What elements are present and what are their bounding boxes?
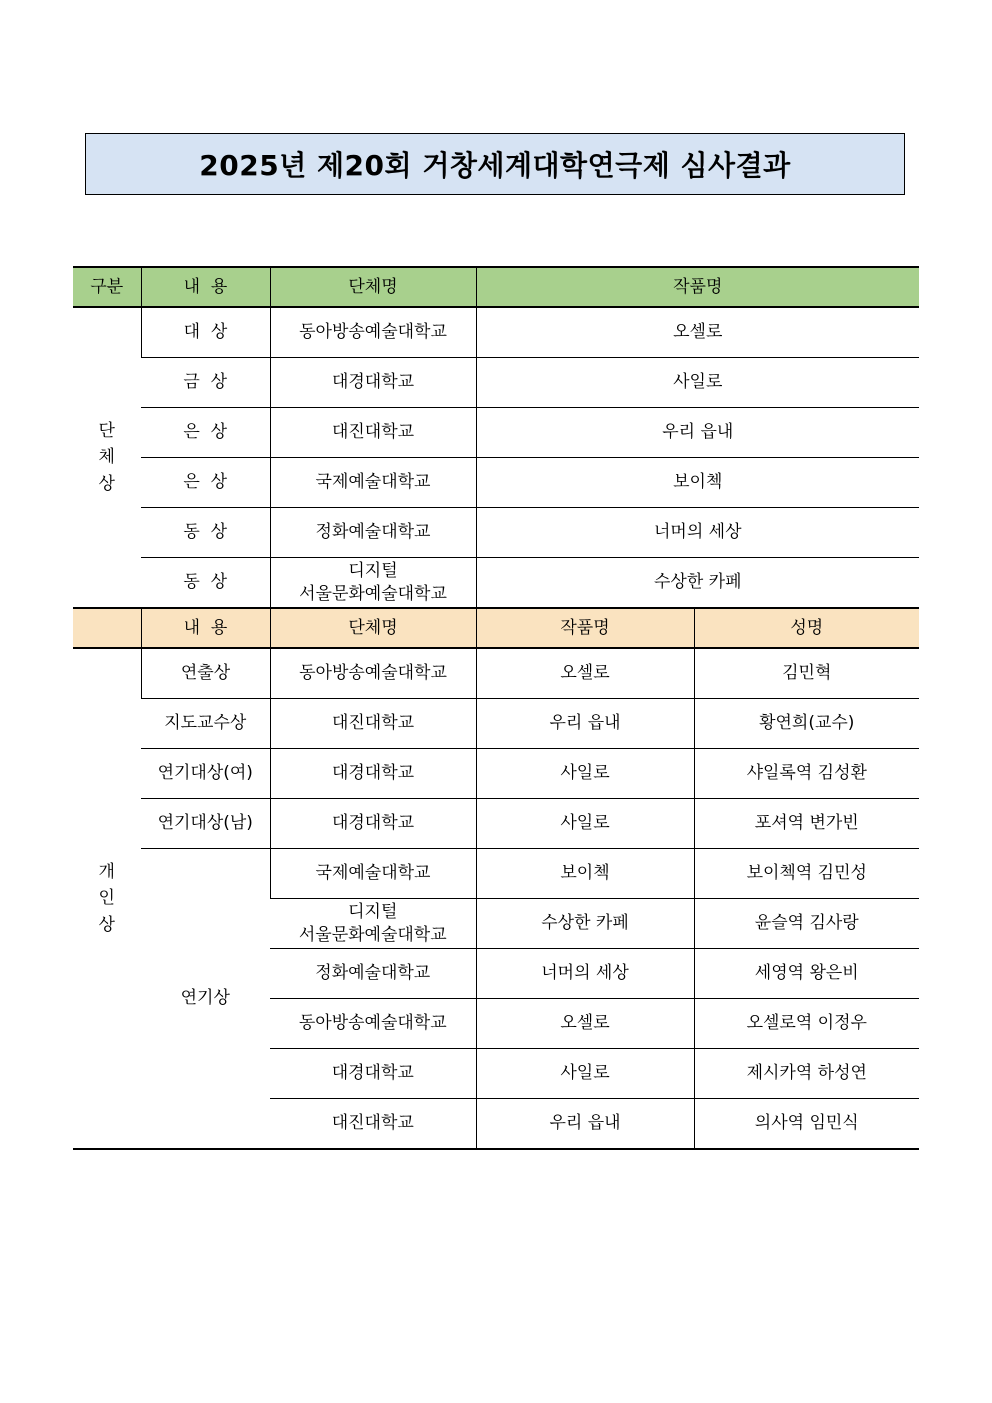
acting-award-cell: 연기상 — [141, 849, 270, 1150]
name-cell: 제시카역 하성연 — [694, 1049, 919, 1099]
award-cell: 동 상 — [141, 558, 270, 609]
table-row — [73, 508, 919, 558]
name-cell: 샤일록역 김성환 — [694, 749, 919, 799]
work-cell: 사일로 — [476, 358, 919, 408]
header-group: 단체명 — [270, 608, 476, 648]
group-cell: 디지털 서울문화예술대학교 — [270, 899, 476, 949]
work-cell: 우리 읍내 — [476, 699, 694, 749]
group-cell: 정화예술대학교 — [270, 508, 476, 558]
header-category: 구분 — [73, 267, 141, 307]
award-cell: 은 상 — [141, 408, 270, 458]
table-row — [73, 358, 919, 408]
name-cell: 세영역 왕은비 — [694, 949, 919, 999]
results-table — [73, 266, 919, 1150]
work-cell: 우리 읍내 — [476, 408, 919, 458]
work-cell: 너머의 세상 — [476, 508, 919, 558]
work-cell: 사일로 — [476, 799, 694, 849]
table-row — [73, 749, 919, 799]
name-cell: 보이첵역 김민성 — [694, 849, 919, 899]
work-cell: 너머의 세상 — [476, 949, 694, 999]
award-cell: 대 상 — [141, 307, 270, 358]
name-cell: 의사역 임민식 — [694, 1099, 919, 1150]
header-group: 단체명 — [270, 267, 476, 307]
work-cell: 수상한 카페 — [476, 558, 919, 609]
work-cell: 사일로 — [476, 749, 694, 799]
page-title: 2025년 제20회 거창세계대학연극제 심사결과 — [85, 133, 905, 195]
header-content: 내 용 — [141, 267, 270, 307]
work-cell: 오셀로 — [476, 999, 694, 1049]
award-cell: 지도교수상 — [141, 699, 270, 749]
name-cell: 오셀로역 이정우 — [694, 999, 919, 1049]
header-content: 내 용 — [141, 608, 270, 648]
award-cell: 연기대상(남) — [141, 799, 270, 849]
header-work: 작품명 — [476, 267, 919, 307]
table-row — [73, 558, 919, 609]
table-row — [73, 307, 919, 358]
table-row — [73, 648, 919, 699]
work-cell: 오셀로 — [476, 648, 694, 699]
table-row — [73, 408, 919, 458]
work-cell: 수상한 카페 — [476, 899, 694, 949]
group-cell: 정화예술대학교 — [270, 949, 476, 999]
award-cell: 은 상 — [141, 458, 270, 508]
group-cell: 동아방송예술대학교 — [270, 307, 476, 358]
header-work: 작품명 — [476, 608, 694, 648]
header-name: 성명 — [694, 608, 919, 648]
table-row — [73, 699, 919, 749]
work-cell: 오셀로 — [476, 307, 919, 358]
name-cell: 김민혁 — [694, 648, 919, 699]
work-cell: 우리 읍내 — [476, 1099, 694, 1150]
header-category — [73, 608, 141, 648]
group-cell: 대경대학교 — [270, 358, 476, 408]
group-cell: 디지털 서울문화예술대학교 — [270, 558, 476, 609]
individual-award-label: 개 인 상 — [73, 648, 141, 1149]
name-cell: 황연희(교수) — [694, 699, 919, 749]
group-award-label: 단 체 상 — [73, 307, 141, 608]
award-cell: 연출상 — [141, 648, 270, 699]
name-cell: 포셔역 변가빈 — [694, 799, 919, 849]
group-cell: 동아방송예술대학교 — [270, 648, 476, 699]
award-cell: 연기대상(여) — [141, 749, 270, 799]
work-cell: 보이첵 — [476, 458, 919, 508]
work-cell: 보이첵 — [476, 849, 694, 899]
award-cell: 동 상 — [141, 508, 270, 558]
table-row — [73, 849, 919, 899]
award-cell: 금 상 — [141, 358, 270, 408]
table-row — [73, 799, 919, 849]
group-award-header-row — [73, 267, 919, 307]
group-cell: 대경대학교 — [270, 749, 476, 799]
individual-award-header-row — [73, 608, 919, 648]
group-cell: 동아방송예술대학교 — [270, 999, 476, 1049]
group-cell: 대진대학교 — [270, 408, 476, 458]
group-cell: 국제예술대학교 — [270, 849, 476, 899]
table-row — [73, 458, 919, 508]
group-cell: 대경대학교 — [270, 1049, 476, 1099]
group-cell: 대진대학교 — [270, 699, 476, 749]
group-cell: 대진대학교 — [270, 1099, 476, 1150]
work-cell: 사일로 — [476, 1049, 694, 1099]
name-cell: 윤슬역 김사랑 — [694, 899, 919, 949]
group-cell: 대경대학교 — [270, 799, 476, 849]
group-cell: 국제예술대학교 — [270, 458, 476, 508]
